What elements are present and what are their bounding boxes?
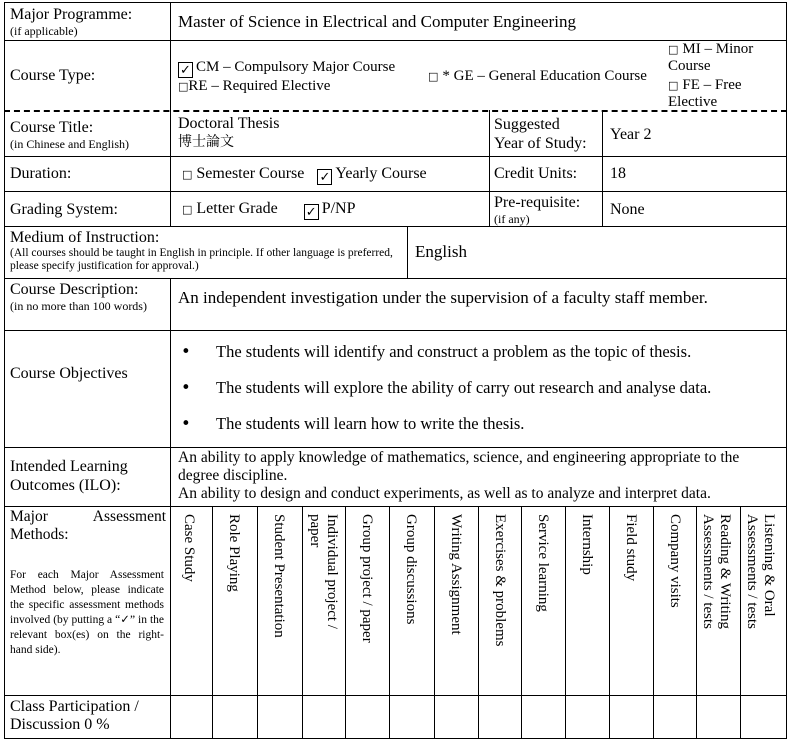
course-title-en: Doctoral Thesis: [178, 115, 280, 132]
method-company-visits: Company visits: [667, 514, 683, 608]
major-programme-label-cell: [10, 5, 168, 38]
divider: [4, 695, 787, 696]
method-internship: Internship: [579, 514, 595, 575]
course-type-label: Course Type:: [10, 67, 96, 84]
col-divider: [653, 506, 654, 739]
prereq-label-cell: [494, 193, 600, 226]
semester-checkbox[interactable]: □: [182, 168, 193, 181]
medium-label-cell: [10, 228, 405, 273]
course-type-mi: [668, 41, 786, 75]
objectives-list: [178, 342, 784, 434]
medium-value: English: [415, 242, 467, 261]
credit-label: Credit Units:: [494, 165, 578, 182]
major-programme-value: Master of Science in Electrical and Computer Engineering: [178, 12, 576, 31]
method-listening-oral: Listening & Oral Assessments / tests: [744, 514, 777, 630]
col-divider: [257, 506, 258, 739]
col-divider: [602, 110, 603, 226]
method-role-playing: Role Playing: [226, 514, 242, 592]
method-writing-assignment: Writing Assignment: [448, 514, 464, 635]
prereq-value: None: [610, 201, 645, 218]
course-type-fe: [668, 77, 786, 111]
col-divider: [170, 278, 171, 739]
description-value: An independent investigation under the supervision of a faculty staff member.: [178, 288, 708, 307]
col-divider: [434, 506, 435, 739]
method-group-project: Group project / paper: [359, 514, 375, 643]
objectives-label: Course Objectives: [10, 365, 128, 382]
divider: [4, 226, 787, 227]
major-programme-label: Major Programme:: [10, 6, 133, 23]
mi-checkbox[interactable]: □: [668, 43, 679, 56]
medium-note: (All courses should be taught in English in principle. If other language is preferred, please specify justification for approval.): [10, 247, 393, 272]
duration-options: [182, 164, 487, 185]
list-item: • The students will explore the ability of carry out research and analyse data.: [178, 378, 784, 398]
year-label-cell: [494, 115, 600, 153]
duration-label: Duration:: [10, 165, 72, 182]
grading-label: Grading System:: [10, 201, 118, 218]
col-divider: [478, 506, 479, 739]
method-individual-project: Individual project / paper: [307, 514, 340, 629]
pnp-checkbox[interactable]: ✓: [304, 204, 319, 220]
course-title-zh: 博士論文: [178, 134, 234, 150]
year-label-1: Suggested: [494, 116, 560, 133]
method-service-learning: Service learning: [535, 514, 551, 612]
col-divider: [302, 506, 303, 739]
semester-label: Semester Course: [196, 165, 305, 182]
col-divider: [696, 506, 697, 739]
col-divider: [345, 506, 346, 739]
col-divider: [565, 506, 566, 739]
cm-checkbox[interactable]: ✓: [178, 62, 193, 78]
ilo-line-1: An ability to apply knowledge of mathematics, science, and engineering appropriate to the degree discipline.: [178, 449, 740, 484]
divider: [4, 506, 787, 507]
col-divider: [521, 506, 522, 739]
re-checkbox[interactable]: □: [178, 80, 189, 93]
col-divider: [407, 226, 408, 278]
course-type-cm: [178, 58, 428, 78]
col-divider: [609, 506, 610, 739]
credit-value: 18: [610, 165, 626, 182]
re-label: RE – Required Elective: [188, 78, 331, 94]
prereq-sublabel: (if any): [494, 212, 530, 226]
assessment-label-cell: [10, 508, 166, 544]
divider: [4, 278, 787, 279]
col-divider: [740, 506, 741, 739]
col-divider: [489, 110, 490, 226]
assessment-note: For each Major Assessment Method below, please indicate the specific assessment methods involved (by putting a “✓” in the relevant box(es) on the right-hand side).: [10, 569, 164, 656]
pnp-label: P/NP: [321, 200, 356, 217]
col-divider: [170, 2, 171, 226]
description-label-cell: [10, 280, 168, 313]
course-title-label-cell: [10, 118, 168, 151]
letter-grade-label: Letter Grade: [196, 200, 278, 217]
ilo-line-2: An ability to design and conduct experiments, as well as to analyze and interpret data.: [178, 485, 711, 502]
method-student-presentation: Student Presentation: [271, 514, 287, 638]
method-field-study: Field study: [623, 514, 639, 582]
fe-checkbox[interactable]: □: [668, 79, 679, 92]
course-title-value-cell: [178, 114, 478, 152]
border-top: [4, 2, 787, 3]
course-type-ge: [428, 67, 668, 86]
method-exercises-problems: Exercises & problems: [492, 514, 508, 647]
ge-label: * GE – General Education Course: [442, 68, 647, 84]
ge-checkbox[interactable]: □: [428, 70, 439, 83]
major-programme-sublabel: (if applicable): [10, 24, 78, 38]
prereq-label: Pre-requisite:: [494, 194, 581, 211]
method-reading-writing: Reading & Writing Assessments / tests: [700, 514, 733, 630]
course-type-re: [178, 77, 428, 96]
fe-label: FE – Free Elective: [668, 77, 742, 110]
method-case-study: Case Study: [181, 514, 197, 582]
objectives-list-cell: [178, 342, 784, 450]
col-divider: [212, 506, 213, 739]
yearly-checkbox[interactable]: ✓: [317, 169, 332, 185]
letter-grade-checkbox[interactable]: □: [182, 203, 193, 216]
yearly-label: Yearly Course: [335, 165, 427, 182]
border-left: [4, 2, 5, 739]
ilo-label: Intended Learning Outcomes (ILO):: [10, 458, 128, 494]
divider: [4, 330, 787, 331]
year-label-2: Year of Study:: [494, 135, 587, 152]
description-label: Course Description:: [10, 281, 139, 298]
medium-label: Medium of Instruction:: [10, 229, 160, 246]
col-divider: [389, 506, 390, 739]
description-sublabel: (in no more than 100 words): [10, 299, 147, 313]
cm-label: CM – Compulsory Major Course: [196, 59, 396, 75]
participation-label: Class Participation / Discussion 0 %: [10, 698, 139, 733]
course-form: [4, 2, 787, 739]
mi-label: MI – Minor Course: [668, 41, 754, 74]
course-title-sublabel: (in Chinese and English): [10, 137, 129, 151]
course-title-label: Course Title:: [10, 119, 94, 136]
grading-options: [182, 199, 487, 220]
divider: [4, 191, 787, 192]
border-right: [786, 2, 787, 739]
list-item: • The students will learn how to write the thesis.: [178, 414, 784, 434]
list-item: • The students will identify and construct a problem as the topic of thesis.: [178, 342, 784, 362]
year-value: Year 2: [610, 126, 652, 143]
border-bottom: [4, 738, 787, 739]
ilo-cell: [178, 449, 784, 503]
method-group-discussions: Group discussions: [403, 514, 419, 625]
assessment-label: Major Assessment Methods:: [10, 508, 166, 543]
divider: [4, 156, 787, 157]
